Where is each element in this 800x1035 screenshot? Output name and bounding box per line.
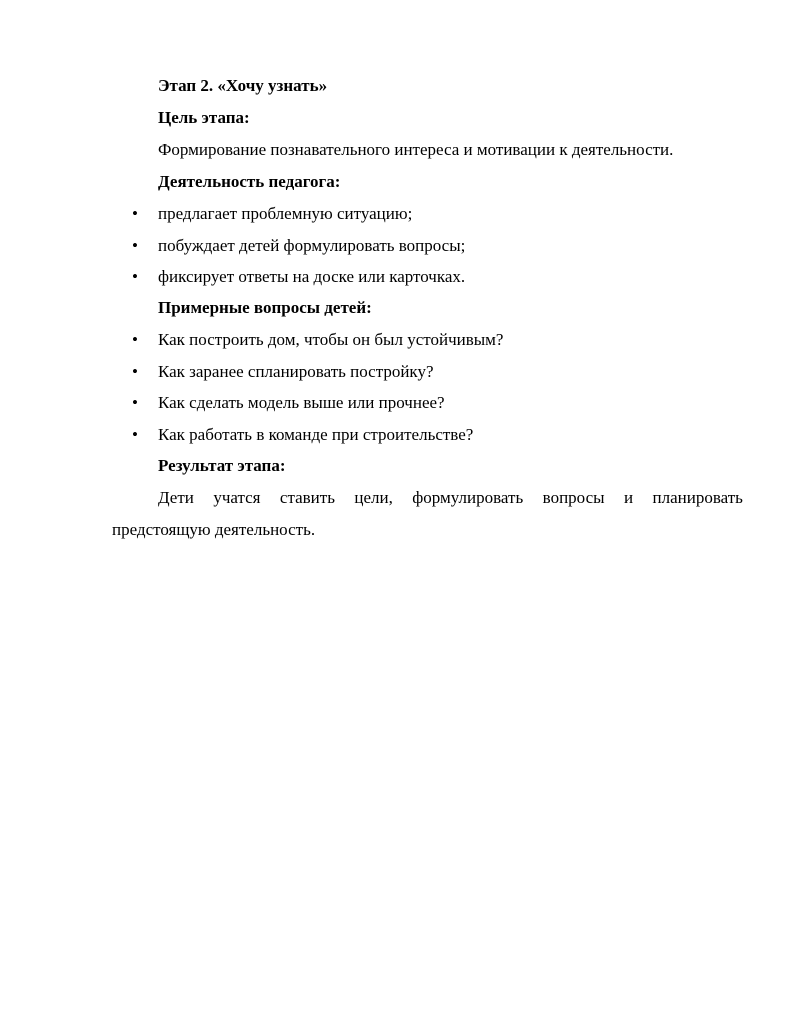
question-list-item: Как построить дом, чтобы он был устойчивым? bbox=[158, 330, 504, 349]
teacher-heading: Деятельность педагога: bbox=[158, 172, 341, 191]
result-word: ставить bbox=[279, 488, 335, 507]
result-word: и bbox=[623, 488, 634, 507]
result-word: планировать bbox=[652, 488, 743, 507]
question-list-item: Как работать в команде при строительстве? bbox=[158, 425, 474, 444]
stage-title: Этап 2. «Хочу узнать» bbox=[158, 76, 328, 95]
result-word: вопросы bbox=[542, 488, 605, 507]
bullet-icon: • bbox=[132, 362, 138, 381]
bullet-icon: • bbox=[132, 204, 138, 223]
bullet-icon: • bbox=[132, 330, 138, 349]
goal-text: Формирование познавательного интереса и мотивации к деятельности. bbox=[158, 140, 674, 159]
result-word: формулировать bbox=[412, 488, 524, 507]
questions-heading: Примерные вопросы детей: bbox=[158, 298, 372, 317]
result-word: учатся bbox=[213, 488, 261, 507]
bullet-icon: • bbox=[132, 425, 138, 444]
bullet-icon: • bbox=[132, 236, 138, 255]
result-text-line-1 bbox=[158, 488, 743, 508]
result-word: цели, bbox=[354, 488, 393, 507]
goal-heading: Цель этапа: bbox=[158, 108, 250, 127]
result-heading: Результат этапа: bbox=[158, 456, 286, 475]
bullet-icon: • bbox=[132, 393, 138, 412]
question-list-item: Как сделать модель выше или прочнее? bbox=[158, 393, 445, 412]
result-word: Дети bbox=[158, 488, 194, 507]
teacher-list-item: фиксирует ответы на доске или карточках. bbox=[158, 267, 466, 286]
bullet-icon: • bbox=[132, 267, 138, 286]
teacher-list-item: побуждает детей формулировать вопросы; bbox=[158, 236, 466, 255]
question-list-item: Как заранее спланировать постройку? bbox=[158, 362, 434, 381]
teacher-list-item: предлагает проблемную ситуацию; bbox=[158, 204, 413, 223]
result-text-line-2: предстоящую деятельность. bbox=[112, 520, 316, 539]
